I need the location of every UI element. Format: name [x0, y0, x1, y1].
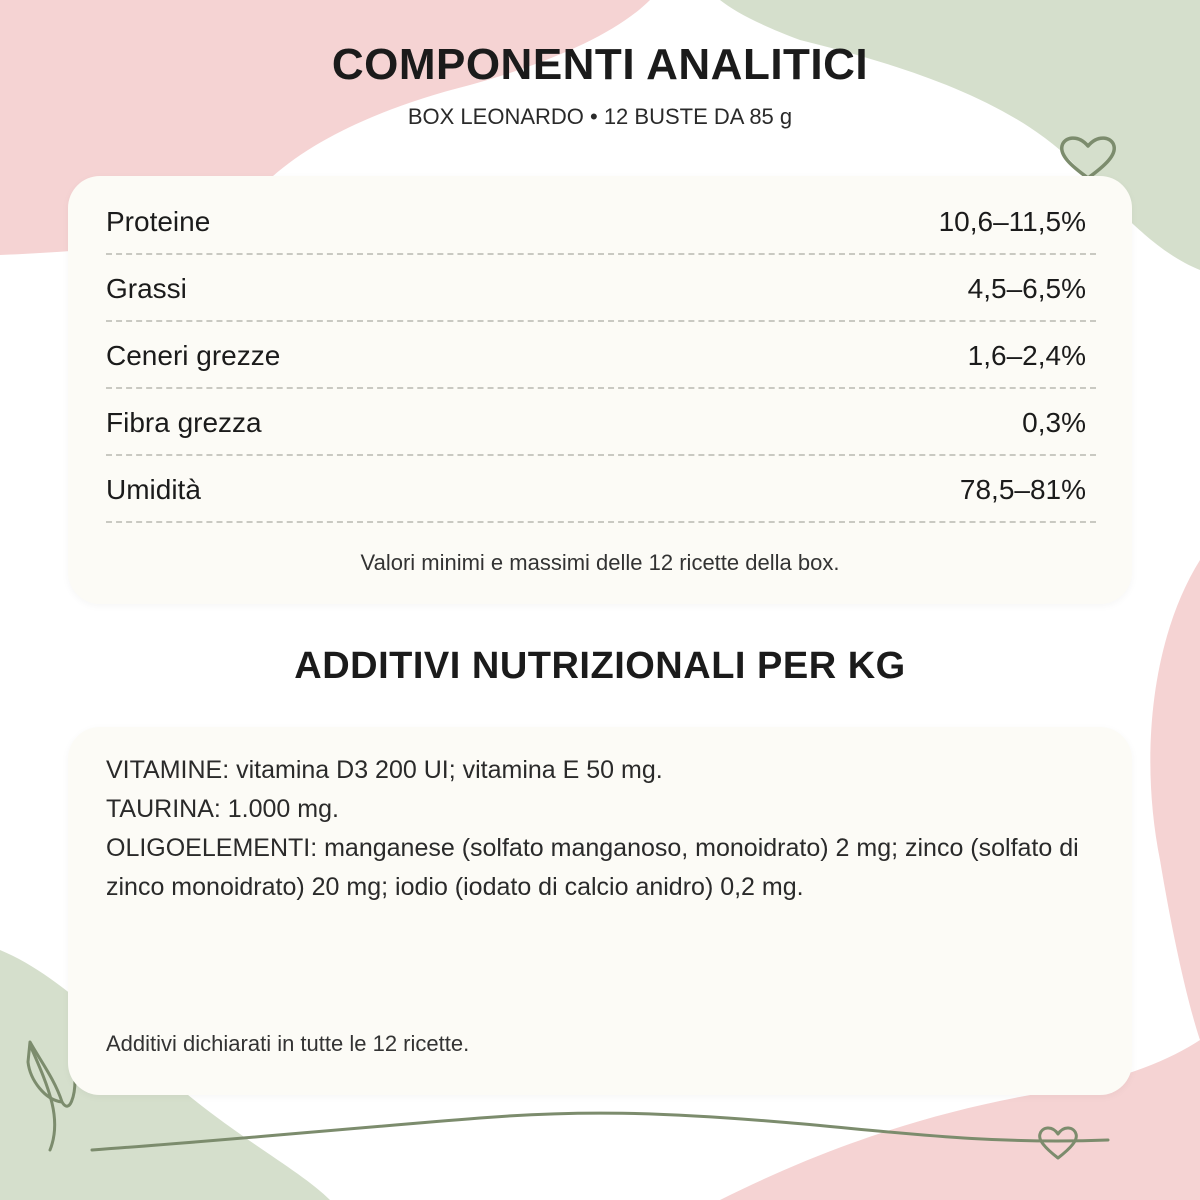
- analytic-row-grassi: [106, 257, 1096, 322]
- analytic-row-umidita: [106, 458, 1096, 523]
- additives-card: [68, 727, 1132, 1095]
- analytic-row-fibra-grezza: [106, 391, 1096, 456]
- additives-title: ADDITIVI NUTRIZIONALI PER KG: [294, 645, 906, 687]
- row-value: 1,6–2,4%: [967, 339, 1086, 371]
- row-value: 4,5–6,5%: [967, 272, 1086, 304]
- pink-blob-right: [1150, 560, 1200, 1040]
- additives-text: [106, 751, 1106, 907]
- analytic-title: COMPONENTI ANALITICI: [331, 40, 869, 89]
- row-label: Fibra grezza: [106, 406, 262, 438]
- analytic-rows: [106, 190, 1096, 523]
- row-label: Ceneri grezze: [106, 339, 281, 371]
- analytic-footnote: Valori minimi e massimi delle 12 ricette della box.: [360, 550, 840, 575]
- additives-footnote: Additivi dichiarati in tutte le 12 ricette.: [106, 1031, 470, 1056]
- row-value: 78,5–81%: [959, 473, 1086, 505]
- row-label: Grassi: [106, 272, 187, 304]
- row-label: Proteine: [106, 205, 211, 237]
- additives-line-oligoelementi: OLIGOELEMENTI: manganese (solfato manganoso, monoidrato) 2 mg; zinco (solfato di zinco monoidrato) 20 mg; iodio (iodato di calcio anidro) 0,2 mg.: [106, 834, 1079, 901]
- additives-line-taurina: TAURINA: 1.000 mg.: [106, 795, 339, 823]
- row-label: Umidità: [106, 473, 201, 505]
- analytic-card: [68, 176, 1132, 604]
- analytic-row-ceneri-grezze: [106, 324, 1096, 389]
- row-value: 10,6–11,5%: [938, 205, 1086, 237]
- analytic-subtitle: BOX LEONARDO • 12 BUSTE DA 85 g: [407, 104, 793, 129]
- additives-line-vitamine: VITAMINE: vitamina D3 200 UI; vitamina E 50 mg.: [106, 756, 663, 784]
- row-value: 0,3%: [1022, 406, 1086, 438]
- analytic-row-proteine: [106, 190, 1096, 255]
